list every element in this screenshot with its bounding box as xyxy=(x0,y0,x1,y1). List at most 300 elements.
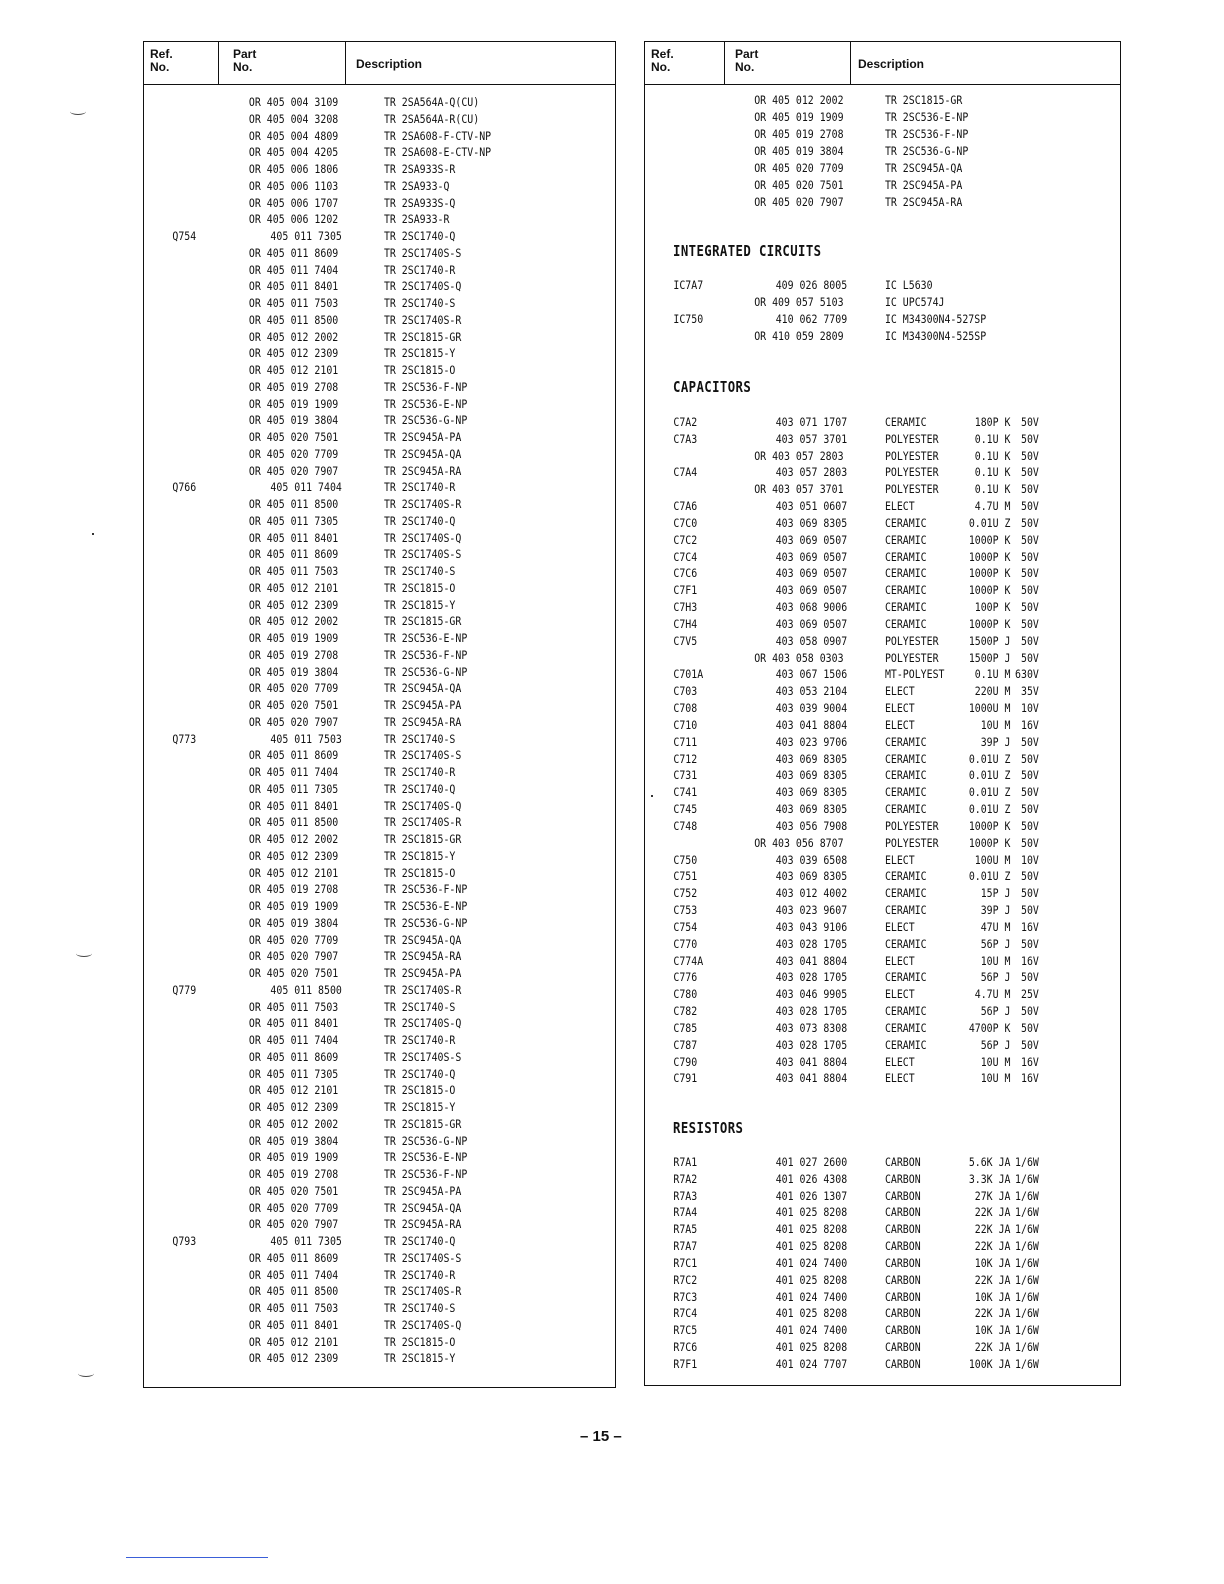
part-no: 403 069 8305 xyxy=(775,802,848,817)
table-row xyxy=(645,969,1118,985)
component-value: 1000P K xyxy=(968,835,1011,850)
part-no: 401 025 8208 xyxy=(775,1239,848,1254)
part-no: OR 405 019 3804 xyxy=(754,144,844,158)
ref-no: R7C2 xyxy=(673,1272,698,1287)
part-no: 403 043 9106 xyxy=(775,919,848,934)
ref-no: C7H4 xyxy=(673,616,698,631)
table-row xyxy=(144,982,608,998)
part-no: OR 405 012 2309 xyxy=(248,1100,339,1114)
ref-no: C782 xyxy=(673,1004,698,1019)
part-no: 401 025 8208 xyxy=(775,1222,848,1237)
description: TR 2SC1740-Q xyxy=(383,513,456,528)
table-row xyxy=(645,852,1118,868)
component-type: POLYESTER xyxy=(884,482,939,497)
header-part xyxy=(233,48,256,84)
part-no: 403 023 9706 xyxy=(775,734,848,749)
part-no: OR 405 012 2309 xyxy=(248,1351,339,1366)
table-row xyxy=(144,479,608,495)
ref-no: C751 xyxy=(673,869,698,884)
part-no: 405 011 7503 xyxy=(270,731,342,746)
component-rating: 1/6W xyxy=(1015,1205,1039,1220)
table-row xyxy=(144,563,608,579)
part-no: 403 057 2803 xyxy=(775,465,848,480)
part-no: OR 405 019 3804 xyxy=(248,915,339,930)
component-type: POLYESTER xyxy=(884,835,939,850)
table-row xyxy=(144,1149,608,1165)
component-value: 4700P K xyxy=(968,1020,1011,1035)
table-row xyxy=(645,734,1118,750)
component-rating: 50V xyxy=(1021,734,1039,749)
component-value: 39P J xyxy=(980,903,1011,918)
table-row xyxy=(645,294,1118,310)
table-row xyxy=(645,902,1118,918)
table-row xyxy=(645,1221,1118,1237)
table-row xyxy=(645,498,1118,514)
component-rating: 1/6W xyxy=(1015,1171,1039,1186)
table-row xyxy=(645,126,1118,142)
part-no: 403 069 0507 xyxy=(775,616,848,631)
description: TR 2SC945A-PA xyxy=(383,430,462,444)
component-value: 22K JA xyxy=(974,1272,1011,1287)
description: TR 2SC945A-QA xyxy=(383,681,462,696)
page-number: – 15 – xyxy=(580,1428,622,1445)
part-no: 403 069 0507 xyxy=(775,583,848,598)
component-value: 10K JA xyxy=(974,1323,1011,1338)
component-type: CARBON xyxy=(884,1272,921,1287)
component-value: 100U M xyxy=(974,852,1011,867)
component-rating: 50V xyxy=(1021,600,1039,615)
description: TR 2SC1740-R xyxy=(383,765,456,779)
table-row xyxy=(144,1082,608,1098)
part-no: OR 405 020 7501 xyxy=(248,966,339,980)
component-value: 10U M xyxy=(980,1054,1011,1069)
component-rating: 50V xyxy=(1021,1037,1039,1052)
table-row xyxy=(645,92,1118,108)
table-row xyxy=(645,633,1118,649)
table-row xyxy=(645,986,1118,1002)
component-value: 47U M xyxy=(980,919,1011,934)
description: TR 2SC1740-Q xyxy=(383,1234,456,1248)
component-rating: 1/6W xyxy=(1015,1255,1039,1270)
part-no: 403 028 1705 xyxy=(775,1037,848,1052)
component-rating: 630V xyxy=(1015,667,1039,682)
component-rating: 50V xyxy=(1021,616,1039,631)
component-type: CARBON xyxy=(884,1306,921,1321)
ref-no: C741 xyxy=(673,785,698,800)
component-rating: 1/6W xyxy=(1015,1289,1039,1304)
header-ref xyxy=(150,48,210,84)
ref-no: C780 xyxy=(673,987,698,1002)
table-row xyxy=(144,312,608,328)
part-no: 401 025 8208 xyxy=(775,1340,848,1355)
description: TR 2SC1815-GR xyxy=(383,1116,462,1131)
description: TR 2SC1815-Y xyxy=(383,848,456,863)
ref-no: C7C6 xyxy=(673,566,698,581)
part-no: OR 405 011 8401 xyxy=(248,1317,339,1332)
table-row xyxy=(645,751,1118,767)
table-row xyxy=(645,448,1118,464)
component-rating: 16V xyxy=(1021,717,1039,732)
description: TR 2SC1815-GR xyxy=(884,93,963,107)
part-no: OR 405 020 7709 xyxy=(248,681,339,696)
component-type: CARBON xyxy=(884,1239,921,1254)
description: TR 2SC945A-QA xyxy=(383,932,462,947)
component-rating: 1/6W xyxy=(1015,1272,1039,1287)
part-no: OR 405 020 7709 xyxy=(248,932,339,947)
table-row xyxy=(645,1255,1118,1271)
component-value: 1000P K xyxy=(968,583,1011,598)
component-type: CARBON xyxy=(884,1340,921,1355)
part-no: OR 405 019 2708 xyxy=(754,127,844,141)
component-rating: 50V xyxy=(1021,1020,1039,1035)
ref-no: C708 xyxy=(673,701,698,716)
part-no: 403 028 1705 xyxy=(775,970,848,985)
component-rating: 1/6W xyxy=(1015,1306,1039,1321)
margin-mark xyxy=(70,108,86,115)
component-type: ELECT xyxy=(884,1054,915,1069)
table-row xyxy=(144,396,608,412)
part-no: OR 409 057 5103 xyxy=(754,295,844,309)
component-type: CERAMIC xyxy=(884,566,927,581)
component-rating: 50V xyxy=(1021,903,1039,918)
part-no: OR 405 006 1202 xyxy=(248,212,339,227)
table-row xyxy=(144,228,608,244)
component-type: CERAMIC xyxy=(884,1004,927,1019)
part-no: OR 405 020 7501 xyxy=(248,430,339,444)
part-no: OR 405 006 1707 xyxy=(248,195,339,210)
component-value: 5.6K JA xyxy=(968,1155,1011,1169)
component-rating: 50V xyxy=(1021,785,1039,800)
table-row xyxy=(645,1037,1118,1053)
table-row xyxy=(645,1054,1118,1070)
component-value: 220U M xyxy=(974,684,1011,699)
part-no: 403 041 8804 xyxy=(775,717,848,732)
ref-no: C712 xyxy=(673,751,698,766)
part-no: OR 405 020 7501 xyxy=(248,698,339,712)
table-row xyxy=(144,94,608,110)
table-row xyxy=(144,530,608,546)
part-no: OR 405 012 2101 xyxy=(248,865,339,880)
component-value: 22K JA xyxy=(974,1306,1011,1321)
part-no: 403 041 8804 xyxy=(775,953,848,968)
part-no: OR 405 011 8401 xyxy=(248,279,339,294)
component-value: 1000P K xyxy=(968,532,1011,547)
description: TR 2SC1740S-R xyxy=(383,312,462,327)
ref-no: C748 xyxy=(673,818,698,833)
component-value: 4.7U M xyxy=(974,499,1011,514)
part-no: OR 405 011 7305 xyxy=(248,1066,339,1081)
component-rating: 50V xyxy=(1021,515,1039,530)
ref-no: C7F1 xyxy=(673,583,698,598)
table-row xyxy=(144,412,608,428)
component-type: MT-POLYEST xyxy=(884,667,945,682)
component-rating: 50V xyxy=(1021,818,1039,833)
header-divider xyxy=(724,42,725,84)
component-rating: 50V xyxy=(1021,1004,1039,1019)
description: TR 2SA564A-Q(CU) xyxy=(383,95,480,109)
part-no: 403 057 3701 xyxy=(775,431,848,446)
component-rating: 50V xyxy=(1021,482,1039,497)
part-no: 403 046 9905 xyxy=(775,987,848,1002)
part-no: OR 405 020 7501 xyxy=(248,1183,339,1198)
table-row xyxy=(144,463,608,479)
part-no: 403 051 0607 xyxy=(775,499,848,514)
table-row xyxy=(645,1305,1118,1321)
component-type: CERAMIC xyxy=(884,532,927,547)
table-row xyxy=(645,818,1118,834)
description: TR 2SC1740-Q xyxy=(383,781,456,796)
part-no: OR 405 012 2002 xyxy=(248,832,339,846)
description: TR 2SC1815-Y xyxy=(383,1100,456,1114)
parts-list-left-panel xyxy=(143,41,616,1388)
description: TR 2SC1740-R xyxy=(383,1267,456,1282)
table-row xyxy=(645,936,1118,952)
description: TR 2SC1815-O xyxy=(383,1083,456,1098)
component-value: 180P K xyxy=(974,415,1011,429)
part-no: OR 405 011 7305 xyxy=(248,513,339,528)
component-value: 0.01U Z xyxy=(968,515,1011,530)
table-row xyxy=(645,532,1118,548)
ref-no: Q793 xyxy=(172,1234,197,1248)
table-row xyxy=(144,664,608,680)
component-value: 1500P J xyxy=(968,650,1011,665)
component-value: 10U M xyxy=(980,1071,1011,1086)
component-value: 1000U M xyxy=(968,701,1011,716)
table-row xyxy=(645,481,1118,497)
part-no: 405 011 7404 xyxy=(270,480,342,495)
component-rating: 50V xyxy=(1021,549,1039,564)
component-value: 3.3K JA xyxy=(968,1171,1011,1186)
component-type: CERAMIC xyxy=(884,886,927,901)
ref-no: C7A2 xyxy=(673,415,698,429)
component-value: 0.01U Z xyxy=(968,768,1011,783)
description: TR 2SC1740-S xyxy=(383,999,456,1014)
component-type: ELECT xyxy=(884,987,915,1002)
table-row xyxy=(645,515,1118,531)
ref-no: C787 xyxy=(673,1037,698,1052)
table-row xyxy=(144,195,608,211)
part-no: OR 405 011 7404 xyxy=(248,1267,339,1282)
header-ref-label: Ref. xyxy=(150,47,173,61)
description: TR 2SC536-E-NP xyxy=(383,396,468,411)
description: TR 2SA933-Q xyxy=(383,178,450,193)
part-no: OR 405 020 7709 xyxy=(754,161,844,175)
table-row xyxy=(645,109,1118,125)
part-no: 403 069 8305 xyxy=(775,751,848,766)
table-row xyxy=(645,277,1118,293)
part-no: OR 405 019 1909 xyxy=(754,110,844,124)
description: TR 2SC1740S-Q xyxy=(383,1317,462,1332)
part-no: 403 058 0907 xyxy=(775,633,848,648)
description: TR 2SC1740-R xyxy=(383,480,456,495)
component-rating: 10V xyxy=(1021,852,1039,867)
component-type: ELECT xyxy=(884,684,915,699)
part-no: OR 405 004 4809 xyxy=(248,128,339,143)
table-row xyxy=(144,128,608,144)
table-row xyxy=(144,178,608,194)
part-no: 401 024 7400 xyxy=(775,1323,848,1338)
component-rating: 1/6W xyxy=(1015,1340,1039,1355)
component-type: CERAMIC xyxy=(884,869,927,884)
part-no: 403 039 9004 xyxy=(775,701,848,716)
table-row xyxy=(144,881,608,897)
ref-no: Q773 xyxy=(172,731,197,746)
table-row xyxy=(645,311,1118,327)
description: TR 2SC1815-O xyxy=(383,363,456,377)
table-row xyxy=(144,1300,608,1316)
table-row xyxy=(144,161,608,177)
description: TR 2SC945A-RA xyxy=(884,195,963,209)
description: TR 2SC1815-GR xyxy=(383,832,462,846)
table-row xyxy=(645,1070,1118,1086)
description: TR 2SC1740S-R xyxy=(383,1284,462,1299)
ref-no: C7V5 xyxy=(673,633,698,648)
ref-no: R7A4 xyxy=(673,1205,698,1220)
part-no: 403 028 1705 xyxy=(775,1004,848,1019)
component-type: CARBON xyxy=(884,1188,921,1203)
component-value: 0.01U Z xyxy=(968,869,1011,884)
table-row xyxy=(144,546,608,562)
table-row xyxy=(144,1250,608,1266)
header-ref-no: No. xyxy=(651,60,671,74)
table-row xyxy=(144,781,608,797)
component-type: CARBON xyxy=(884,1289,921,1304)
table-row xyxy=(645,1003,1118,1019)
header-ref-label: Ref. xyxy=(651,47,674,61)
component-rating: 50V xyxy=(1021,802,1039,817)
ref-no: C7A4 xyxy=(673,465,698,480)
part-no: 403 012 4002 xyxy=(775,886,848,901)
table-row xyxy=(645,616,1118,632)
ref-no: C701A xyxy=(673,667,704,682)
table-row xyxy=(645,1339,1118,1355)
component-value: 22K JA xyxy=(974,1205,1011,1220)
component-value: 27K JA xyxy=(974,1188,1011,1203)
component-value: 22K JA xyxy=(974,1340,1011,1355)
part-no: OR 405 012 2101 xyxy=(248,363,339,377)
description: TR 2SC945A-QA xyxy=(383,446,462,461)
description: TR 2SC1740-Q xyxy=(383,1066,456,1081)
component-type: ELECT xyxy=(884,701,915,716)
header-part-label: Part xyxy=(735,47,759,61)
part-no: 403 041 8804 xyxy=(775,1071,848,1086)
part-no: OR 405 019 1909 xyxy=(248,631,339,645)
ref-no: C774A xyxy=(673,953,704,968)
part-no: 403 069 0507 xyxy=(775,549,848,564)
part-no: 403 073 8308 xyxy=(775,1020,848,1035)
component-type: ELECT xyxy=(884,953,915,968)
part-no: OR 405 020 7709 xyxy=(248,446,339,461)
table-row xyxy=(144,647,608,663)
part-no: 403 053 2104 xyxy=(775,684,848,699)
ref-no: C703 xyxy=(673,684,698,699)
part-no: OR 403 057 2803 xyxy=(754,448,844,463)
ref-no: R7A2 xyxy=(673,1171,698,1186)
component-value: 100K JA xyxy=(968,1356,1011,1371)
part-no: OR 405 019 1909 xyxy=(248,1150,339,1165)
component-type: POLYESTER xyxy=(884,650,939,665)
part-no: 410 062 7709 xyxy=(775,312,848,326)
component-value: 10U M xyxy=(980,717,1011,732)
component-value: 0.1U K xyxy=(974,482,1011,497)
part-no: 405 011 8500 xyxy=(270,982,342,997)
part-no: 405 011 7305 xyxy=(270,229,342,243)
ref-no: C7C2 xyxy=(673,532,698,547)
table-row xyxy=(144,630,608,646)
component-rating: 1/6W xyxy=(1015,1188,1039,1203)
table-row xyxy=(645,784,1118,800)
description: TR 2SC1815-GR xyxy=(383,329,462,344)
table-row xyxy=(144,111,608,127)
ref-no: R7C6 xyxy=(673,1340,698,1355)
description: TR 2SC1740S-R xyxy=(383,982,462,997)
ref-no: C753 xyxy=(673,903,698,918)
table-row xyxy=(144,613,608,629)
component-rating: 50V xyxy=(1021,886,1039,901)
part-no: OR 405 004 3109 xyxy=(248,95,339,109)
table-row xyxy=(645,666,1118,682)
parts-list-right-panel xyxy=(644,41,1121,1386)
part-no: OR 405 012 2002 xyxy=(248,1116,339,1131)
ref-no: IC750 xyxy=(673,312,704,326)
description: TR 2SC1740S-Q xyxy=(383,1016,462,1031)
part-no: OR 405 011 8500 xyxy=(248,312,339,327)
description: TR 2SC945A-RA xyxy=(383,949,462,964)
table-row xyxy=(144,848,608,864)
ref-no: R7C5 xyxy=(673,1323,698,1338)
description: TR 2SC945A-RA xyxy=(383,1217,462,1232)
ref-no: C752 xyxy=(673,886,698,901)
description: TR 2SC1740-R xyxy=(383,262,456,277)
component-type: ELECT xyxy=(884,852,915,867)
description: TR 2SA608-E-CTV-NP xyxy=(383,145,492,160)
part-no: OR 405 012 2101 xyxy=(248,1334,339,1349)
table-row xyxy=(144,948,608,964)
table-row xyxy=(645,683,1118,699)
ref-no: R7F1 xyxy=(673,1356,698,1371)
component-value: 56P J xyxy=(980,1037,1011,1052)
ref-no: C7C0 xyxy=(673,515,698,530)
table-row xyxy=(645,868,1118,884)
description: TR 2SC1740S-S xyxy=(383,547,462,562)
table-row xyxy=(144,697,608,713)
table-row xyxy=(144,1166,608,1182)
description: TR 2SC536-F-NP xyxy=(383,1167,468,1181)
description: TR 2SC1740S-S xyxy=(383,1250,462,1265)
table-row xyxy=(645,1204,1118,1220)
part-no: OR 405 012 2309 xyxy=(248,848,339,863)
ref-no: R7C3 xyxy=(673,1289,698,1304)
part-no: OR 405 012 2002 xyxy=(754,93,844,107)
description: TR 2SC1740-S xyxy=(383,731,456,746)
component-rating: 50V xyxy=(1021,465,1039,480)
part-no: OR 405 020 7907 xyxy=(248,463,339,478)
description: TR 2SC536-G-NP xyxy=(383,413,468,428)
part-no: OR 405 020 7907 xyxy=(248,714,339,729)
component-value: 4.7U M xyxy=(974,987,1011,1002)
component-type: POLYESTER xyxy=(884,818,939,833)
description: TR 2SC536-G-NP xyxy=(383,915,468,930)
table-row xyxy=(144,1283,608,1299)
component-rating: 1/6W xyxy=(1015,1323,1039,1338)
component-rating: 1/6W xyxy=(1015,1222,1039,1237)
ref-no: C785 xyxy=(673,1020,698,1035)
component-type: CERAMIC xyxy=(884,802,927,817)
ref-no: R7A1 xyxy=(673,1155,698,1169)
part-no: OR 405 020 7907 xyxy=(754,195,844,209)
table-row xyxy=(144,1267,608,1283)
table-row xyxy=(144,1066,608,1082)
